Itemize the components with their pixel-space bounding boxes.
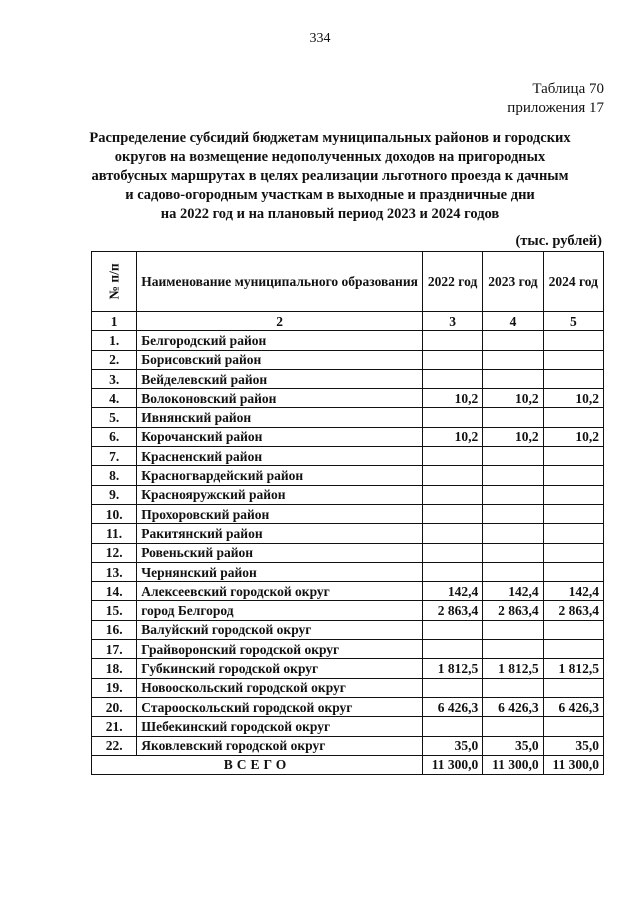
table-row — [92, 582, 604, 601]
total-2024: 11 300,0 — [543, 755, 603, 774]
column-number: 5 — [543, 312, 603, 331]
value-2023 — [483, 504, 543, 523]
value-2024 — [543, 640, 603, 659]
value-2024 — [543, 717, 603, 736]
value-2024 — [543, 504, 603, 523]
value-2023: 142,4 — [483, 582, 543, 601]
value-2024 — [543, 620, 603, 639]
row-number: 5. — [92, 408, 137, 427]
value-2022: 1 812,5 — [422, 659, 482, 678]
value-2022 — [422, 485, 482, 504]
row-number: 12. — [92, 543, 137, 562]
value-2022: 10,2 — [422, 389, 482, 408]
row-number: 21. — [92, 717, 137, 736]
value-2023 — [483, 447, 543, 466]
municipality-name: Губкинский городской округ — [137, 659, 423, 678]
value-2022 — [422, 369, 482, 388]
title-line: и садово-огородным участкам в выходные и праздничные дни — [125, 187, 535, 203]
column-number: 2 — [137, 312, 423, 331]
table-row — [92, 562, 604, 581]
value-2023: 35,0 — [483, 736, 543, 755]
municipality-name: Грайворонский городской округ — [137, 640, 423, 659]
table-row — [92, 697, 604, 716]
municipality-name: Борисовский район — [137, 350, 423, 369]
row-number: 16. — [92, 620, 137, 639]
total-2022: 11 300,0 — [422, 755, 482, 774]
municipality-name: Волоконовский район — [137, 389, 423, 408]
value-2024 — [543, 369, 603, 388]
row-number: 14. — [92, 582, 137, 601]
value-2022 — [422, 524, 482, 543]
value-2022: 142,4 — [422, 582, 482, 601]
value-2022 — [422, 504, 482, 523]
value-2023 — [483, 466, 543, 485]
value-2022 — [422, 543, 482, 562]
table-row — [92, 736, 604, 755]
table-row — [92, 350, 604, 369]
value-2022 — [422, 717, 482, 736]
value-2024 — [543, 678, 603, 697]
value-2024: 2 863,4 — [543, 601, 603, 620]
value-2022 — [422, 350, 482, 369]
value-2022 — [422, 466, 482, 485]
row-number: 18. — [92, 659, 137, 678]
municipality-name: Ровеньский район — [137, 543, 423, 562]
row-number: 15. — [92, 601, 137, 620]
table-ref-line-1: Таблица 70 — [532, 81, 604, 97]
value-2023: 6 426,3 — [483, 697, 543, 716]
row-number: 4. — [92, 389, 137, 408]
value-2022 — [422, 447, 482, 466]
value-2023: 2 863,4 — [483, 601, 543, 620]
municipality-name: Красногвардейский район — [137, 466, 423, 485]
value-2024 — [543, 350, 603, 369]
header-2023: 2023 год — [483, 252, 543, 312]
table-row — [92, 504, 604, 523]
value-2022 — [422, 620, 482, 639]
value-2023 — [483, 562, 543, 581]
municipality-name: Корочанский район — [137, 427, 423, 446]
row-number: 1. — [92, 331, 137, 350]
column-number: 1 — [92, 312, 137, 331]
value-2023 — [483, 524, 543, 543]
municipality-name: город Белгород — [137, 601, 423, 620]
municipality-name: Вейделевский район — [137, 369, 423, 388]
total-label: ВСЕГО — [92, 755, 423, 774]
value-2024 — [543, 408, 603, 427]
table-row — [92, 408, 604, 427]
value-2024 — [543, 543, 603, 562]
table-ref-line-2: приложения 17 — [507, 100, 604, 116]
value-2022: 2 863,4 — [422, 601, 482, 620]
municipality-name: Чернянский район — [137, 562, 423, 581]
municipality-name: Новооскольский городской округ — [137, 678, 423, 697]
municipality-name: Ракитянский район — [137, 524, 423, 543]
units-label: (тыс. рублей) — [515, 233, 602, 249]
row-number: 7. — [92, 447, 137, 466]
value-2023 — [483, 717, 543, 736]
row-number: 22. — [92, 736, 137, 755]
table-row — [92, 524, 604, 543]
value-2024 — [543, 466, 603, 485]
municipality-name: Яковлевский городской округ — [137, 736, 423, 755]
table-row — [92, 369, 604, 388]
table-row — [92, 485, 604, 504]
total-row — [92, 755, 604, 774]
value-2022 — [422, 331, 482, 350]
column-number: 3 — [422, 312, 482, 331]
row-number: 9. — [92, 485, 137, 504]
row-number: 11. — [92, 524, 137, 543]
value-2024 — [543, 485, 603, 504]
table-row — [92, 389, 604, 408]
total-2023: 11 300,0 — [483, 755, 543, 774]
header-number — [92, 252, 137, 312]
title-line: на 2022 год и на плановый период 2023 и 2024 годов — [160, 206, 500, 222]
value-2024 — [543, 447, 603, 466]
table-row — [92, 331, 604, 350]
table-reference — [507, 80, 604, 118]
row-number: 3. — [92, 369, 137, 388]
value-2023 — [483, 620, 543, 639]
value-2023 — [483, 485, 543, 504]
table-row — [92, 466, 604, 485]
municipality-name: Краснояружский район — [137, 485, 423, 504]
value-2023 — [483, 543, 543, 562]
table-row — [92, 601, 604, 620]
value-2024: 1 812,5 — [543, 659, 603, 678]
value-2023: 10,2 — [483, 427, 543, 446]
value-2024 — [543, 562, 603, 581]
title-line: округов на возмещение недополученных доходов на пригородных — [114, 149, 546, 165]
value-2023 — [483, 331, 543, 350]
value-2024: 142,4 — [543, 582, 603, 601]
value-2023 — [483, 369, 543, 388]
municipality-name: Белгородский район — [137, 331, 423, 350]
municipality-name: Валуйский городской округ — [137, 620, 423, 639]
column-number: 4 — [483, 312, 543, 331]
row-number: 17. — [92, 640, 137, 659]
municipality-name: Ивнянский район — [137, 408, 423, 427]
table-header-row — [92, 252, 604, 312]
subsidy-table — [91, 251, 604, 775]
value-2024 — [543, 524, 603, 543]
municipality-name: Прохоровский район — [137, 504, 423, 523]
row-number: 19. — [92, 678, 137, 697]
value-2023 — [483, 640, 543, 659]
header-2024: 2024 год — [543, 252, 603, 312]
value-2023 — [483, 408, 543, 427]
title-line: автобусных маршрутах в целях реализации льготного проезда к дачным — [91, 168, 569, 184]
municipality-name: Старооскольский городской округ — [137, 697, 423, 716]
header-name: Наименование муниципального образования — [137, 252, 423, 312]
title-line: Распределение субсидий бюджетам муниципальных районов и городских — [89, 130, 571, 146]
row-number: 13. — [92, 562, 137, 581]
table-row — [92, 640, 604, 659]
value-2022 — [422, 678, 482, 697]
table-row — [92, 543, 604, 562]
table-row — [92, 659, 604, 678]
table-row — [92, 620, 604, 639]
value-2024 — [543, 331, 603, 350]
value-2024: 10,2 — [543, 389, 603, 408]
value-2024: 10,2 — [543, 427, 603, 446]
table-row — [92, 427, 604, 446]
column-number-row — [92, 312, 604, 331]
value-2022: 6 426,3 — [422, 697, 482, 716]
value-2022 — [422, 640, 482, 659]
table-row — [92, 447, 604, 466]
header-number-label: № п/п — [106, 263, 122, 300]
value-2023 — [483, 678, 543, 697]
table-row — [92, 678, 604, 697]
value-2024: 6 426,3 — [543, 697, 603, 716]
value-2022 — [422, 408, 482, 427]
municipality-name: Алексеевский городской округ — [137, 582, 423, 601]
value-2024: 35,0 — [543, 736, 603, 755]
row-number: 6. — [92, 427, 137, 446]
value-2022 — [422, 562, 482, 581]
page-number: 334 — [309, 31, 331, 46]
row-number: 20. — [92, 697, 137, 716]
table-row — [92, 717, 604, 736]
municipality-name: Шебекинский городской округ — [137, 717, 423, 736]
value-2022: 35,0 — [422, 736, 482, 755]
row-number: 2. — [92, 350, 137, 369]
value-2023: 10,2 — [483, 389, 543, 408]
row-number: 8. — [92, 466, 137, 485]
value-2022: 10,2 — [422, 427, 482, 446]
document-title — [60, 129, 600, 224]
row-number: 10. — [92, 504, 137, 523]
header-2022: 2022 год — [422, 252, 482, 312]
value-2023 — [483, 350, 543, 369]
value-2023: 1 812,5 — [483, 659, 543, 678]
municipality-name: Красненский район — [137, 447, 423, 466]
